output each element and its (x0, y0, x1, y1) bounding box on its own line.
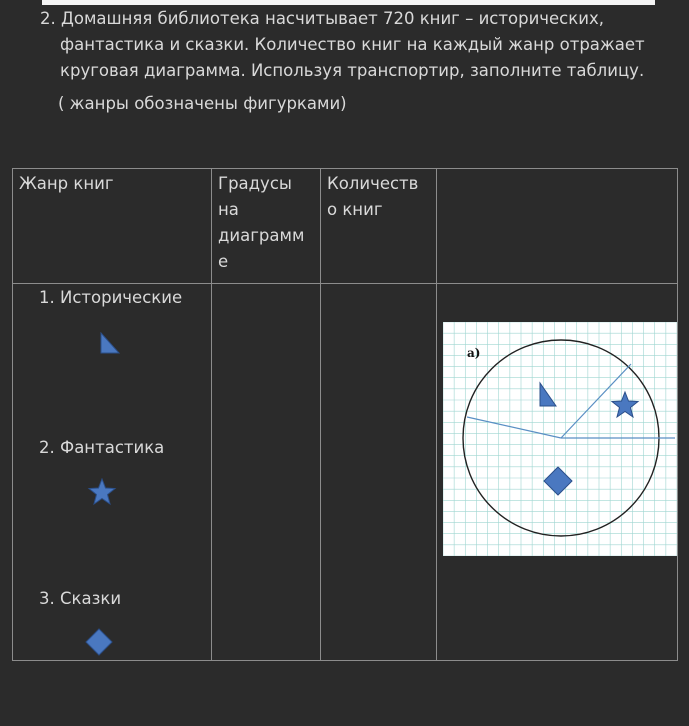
star-icon (87, 478, 117, 506)
genre-historical-label: 1. Исторические (39, 288, 183, 307)
pie-figure (443, 322, 677, 556)
header-degrees-line: е (218, 252, 229, 271)
pie-figure-svg (443, 322, 677, 556)
header-degrees-line: Градусы (218, 174, 292, 193)
count-column (321, 284, 437, 661)
figure-label: а) (467, 346, 481, 360)
degrees-column (212, 284, 321, 661)
sector-triangle-icon (540, 383, 556, 406)
task-text (40, 6, 680, 84)
diamond-icon (85, 628, 113, 656)
header-count-line: Количеств (327, 174, 419, 193)
sector-diamond-icon (544, 467, 572, 495)
triangle-icon (99, 332, 121, 354)
sector-star-icon (612, 392, 638, 417)
header-count (321, 169, 437, 284)
genre-column (13, 284, 212, 661)
task-line-2: фантастика и сказки. Количество книг на каждый жанр отражает (60, 35, 645, 54)
task-line-1: 2. Домашняя библиотека насчитывает 720 книг – исторических, (40, 9, 604, 28)
genre-fantasy-label: 2. Фантастика (39, 438, 165, 457)
header-count-line: о книг (327, 200, 383, 219)
header-genre-text: Жанр книг (19, 174, 114, 193)
task-note: ( жанры обозначены фигурками) (58, 94, 347, 113)
header-degrees-line: на (218, 200, 239, 219)
top-strip (42, 0, 655, 5)
sector-line-west (467, 417, 561, 438)
table-header-row (13, 169, 678, 284)
genre-fairytales-label: 3. Сказки (39, 589, 122, 608)
header-degrees-line: диаграмм (218, 226, 305, 245)
header-degrees (212, 169, 321, 284)
header-empty (437, 169, 678, 284)
task-line-3: круговая диаграмма. Используя транспортир, заполните таблицу. (60, 61, 645, 80)
header-genre (13, 169, 212, 284)
